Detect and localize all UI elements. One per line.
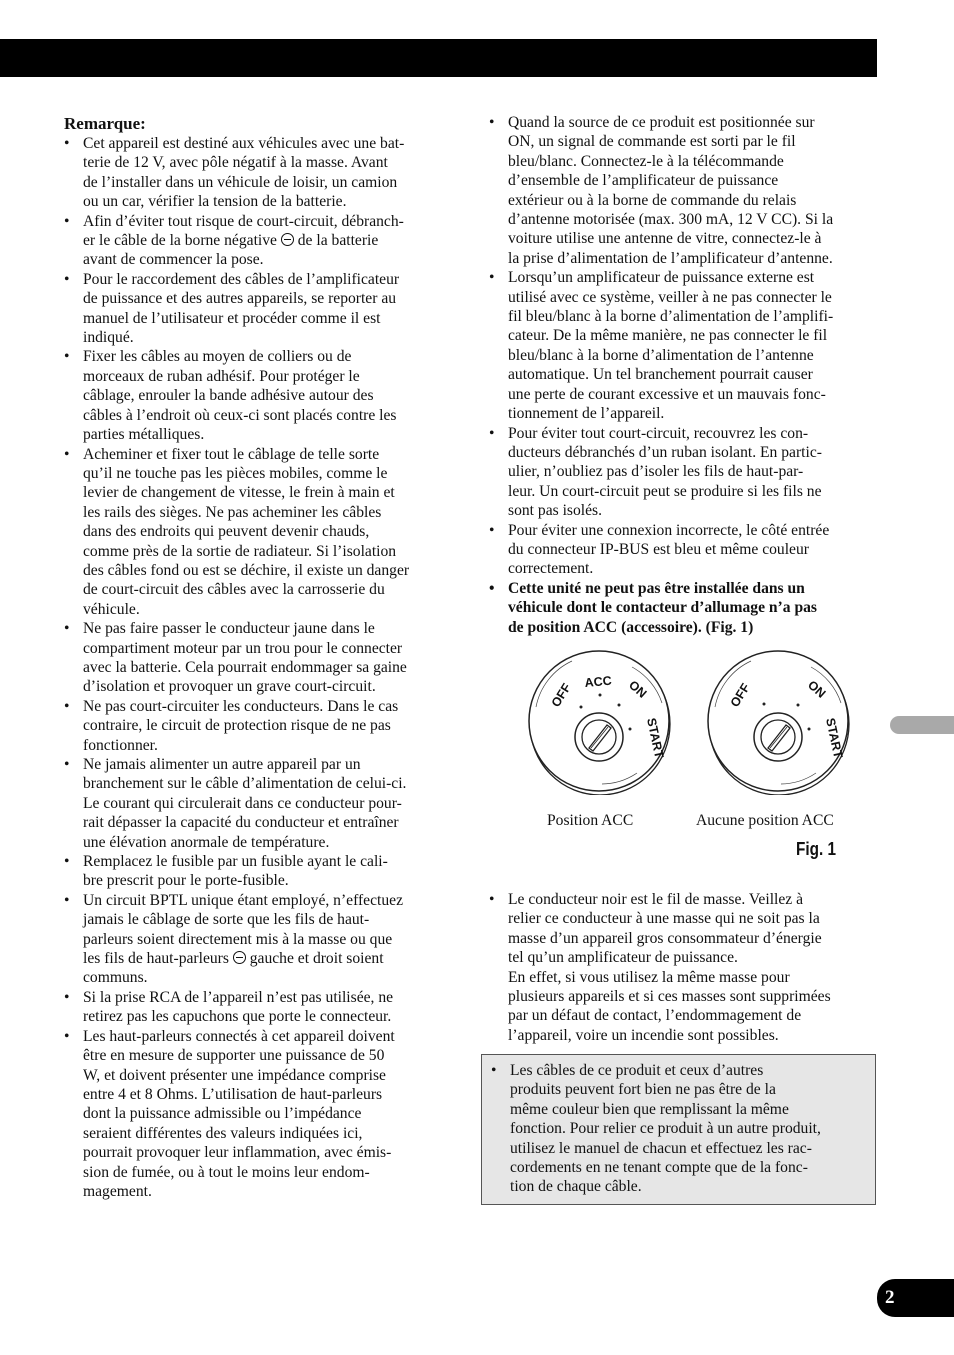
list-item: • Le conducteur noir est le fil de masse. Veillez à relier ce conducteur à une masse qui ne soit pas la masse d’un appareil gros consommateur d’énergie tel qu’un amplificateur de puissance. En effet, si vous utilisez la même masse pour plusieurs appareils et si ces masses sont supprimées par un défaut de contact, l’endommagement de l’appareil, voire un incendie sont possibles. — [489, 890, 881, 1045]
list-item: • Afin d’éviter tout risque de court-circuit, débranch- er le câble de la borne négative de la batterie avant de commencer la pose. — [64, 212, 452, 270]
start-label: START — [644, 716, 667, 760]
list-item: • Fixer les câbles au moyen de colliers ou de morceaux de ruban adhésif. Pour protéger le câblage, enrouler la bande adhésive autour des câbles à l’endroit où ceux-ci sont placés contre les parties métalliques. — [64, 347, 452, 444]
remarque-heading: Remarque: — [64, 114, 146, 133]
on-label: ON — [625, 677, 650, 701]
list-item: • Pour éviter tout court-circuit, recouvrez les con- ducteurs débranchés d’un ruban isolant. En partic- ulier, n’oubliez pas d’isoler les fils de haut-par- leur. Un court-circuit peut se produire si les fils ne sont pas isolés. — [489, 424, 881, 521]
caption-acc-position: Position ACC — [547, 812, 634, 829]
list-item: • Quand la source de ce produit est positionnée sur ON, un signal de commande est sorti par le fil bleu/blanc. Connectez-le à la télécommande d’ensemble de l’amplificateur de puissance extérieur ou à la borne de commande du relais d’antenne motorisée (max. 300 mA, 12 V CC). Si la voiture utilise une antenne de vitre, connectez-le à la prise d’alimentation de l’amplificateur d’antenne. — [489, 113, 881, 268]
ignition-no-acc-dial — [706, 645, 851, 795]
acc-label: ACC — [584, 673, 613, 690]
on-label: ON — [804, 677, 829, 701]
list-item: • Un circuit BPTL unique étant employé, n’effectuez jamais le câblage de sorte que les fils de haut- parleurs soient directement mis à la masse ou que les fils de haut-parleurs gauche et droit soient communs. — [64, 891, 452, 988]
list-item: • Lorsqu’un amplificateur de puissance externe est utilisé avec ce système, veiller à ne pas connecter le fil bleu/blanc à la borne d’alimentation de l’amplifi- cateur. De la même manière, ne pas connecter le fil bleu/blanc à la borne d’alimentation de l’antenne automatique. Un tel branchement pourrait causer une perte de courant excessive et un mauvais fonc- tionnement de l’appareil. — [489, 268, 881, 423]
page-number: 2 — [877, 1279, 954, 1317]
negative-terminal-icon — [233, 951, 246, 964]
list-item: • Remplacez le fusible par un fusible ayant le cali- bre prescrit pour le porte-fusible. — [64, 852, 452, 891]
right-column — [489, 113, 881, 637]
list-item: • Pour le raccordement des câbles de l’amplificateur de puissance et des autres appareils, se reporter au manuel de l’utilisateur et procéder comme il est indiqué. — [64, 270, 452, 348]
left-column — [64, 114, 452, 1201]
start-label: START — [823, 716, 846, 760]
list-item: • Ne jamais alimenter un autre appareil par un branchement sur le câble d’alimentation de celui-ci. Le courant qui circulerait dans ce conducteur pour- rait dépasser la capacité du conducteur et entraîner une élévation anormale de température. — [64, 755, 452, 852]
section-tab — [890, 716, 954, 734]
negative-terminal-icon — [281, 233, 294, 246]
right-list — [489, 113, 881, 637]
off-label: OFF — [727, 680, 753, 710]
list-item: • Les haut-parleurs connectés à cet appareil doivent être en mesure de supporter une puissance de 50 W, et doivent présenter une impédance comprise entre 4 et 8 Ohms. L’utilisation de haut-parleurs dont la puissance admissible ou l’impédance seraient différentes des valeurs indiquées ici, pourrait provoquer leur inflammation, avec émis- sion de fumée, ou à tout le moins leur endom- magement. — [64, 1027, 452, 1202]
cable-color-note-box — [481, 1054, 876, 1205]
list-item: • Cet appareil est destiné aux véhicules avec une bat- terie de 12 V, avec pôle négatif à la masse. Avant de l’installer dans un véhicule de loisir, un camion ou un car, vérifier la tension de la batterie. — [64, 134, 452, 212]
list-item: • Ne pas faire passer le conducteur jaune dans le compartiment moteur par un trou pour le connecter avec la batterie. Cela pourrait endommager sa gaine d’isolation et provoquer un grave court-circuit. — [64, 619, 452, 697]
off-label: OFF — [548, 680, 574, 710]
list-item: • Acheminer et fixer tout le câblage de telle sorte qu’il ne touche pas les pièces mobiles, comme le levier de changement de vitesse, le frein à main et les rails des sièges. Ne pas acheminer les câbles dans des endroits qui peuvent devenir chauds, comme près de la sortie de radiateur. Si l’isolation des câbles fond ou est se déchire, il existe un danger de court-circuit des câbles avec la carrosserie du véhicule. — [64, 445, 452, 620]
list-item: • Ne pas court-circuiter les conducteurs. Dans le cas contraire, le circuit de protection risque de ne pas fonctionner. — [64, 697, 452, 755]
caption-no-acc-position: Aucune position ACC — [696, 812, 834, 829]
figure-label: Fig. 1 — [796, 839, 836, 859]
ground-note — [489, 890, 881, 1045]
list-item-warning: • Cette unité ne peut pas être installée dans un véhicule dont le contacteur d’allumage n’a pas de position ACC (accessoire). (Fig. 1) — [489, 579, 881, 637]
list-item: • Si la prise RCA de l’appareil n’est pas utilisée, ne retirez pas les capuchons que porte le connecteur. — [64, 988, 452, 1027]
list-item: • Les câbles de ce produit et ceux d’autres produits peuvent fort bien ne pas être de la même couleur bien que remplissant la même fonction. Pour relier ce produit à un autre produit, utilisez le manuel de chacun et effectuez les rac- cordements en ne tenant compte que de la fonc- tion de chaque câble. — [491, 1061, 867, 1197]
list-item: • Pour éviter une connexion incorrecte, le côté entrée du connecteur IP-BUS est bleu et même couleur correctement. — [489, 521, 881, 579]
figure-ignition — [520, 645, 880, 870]
remarque-list — [64, 134, 452, 1201]
header-bar — [0, 39, 877, 77]
ignition-acc-dial — [527, 645, 672, 795]
